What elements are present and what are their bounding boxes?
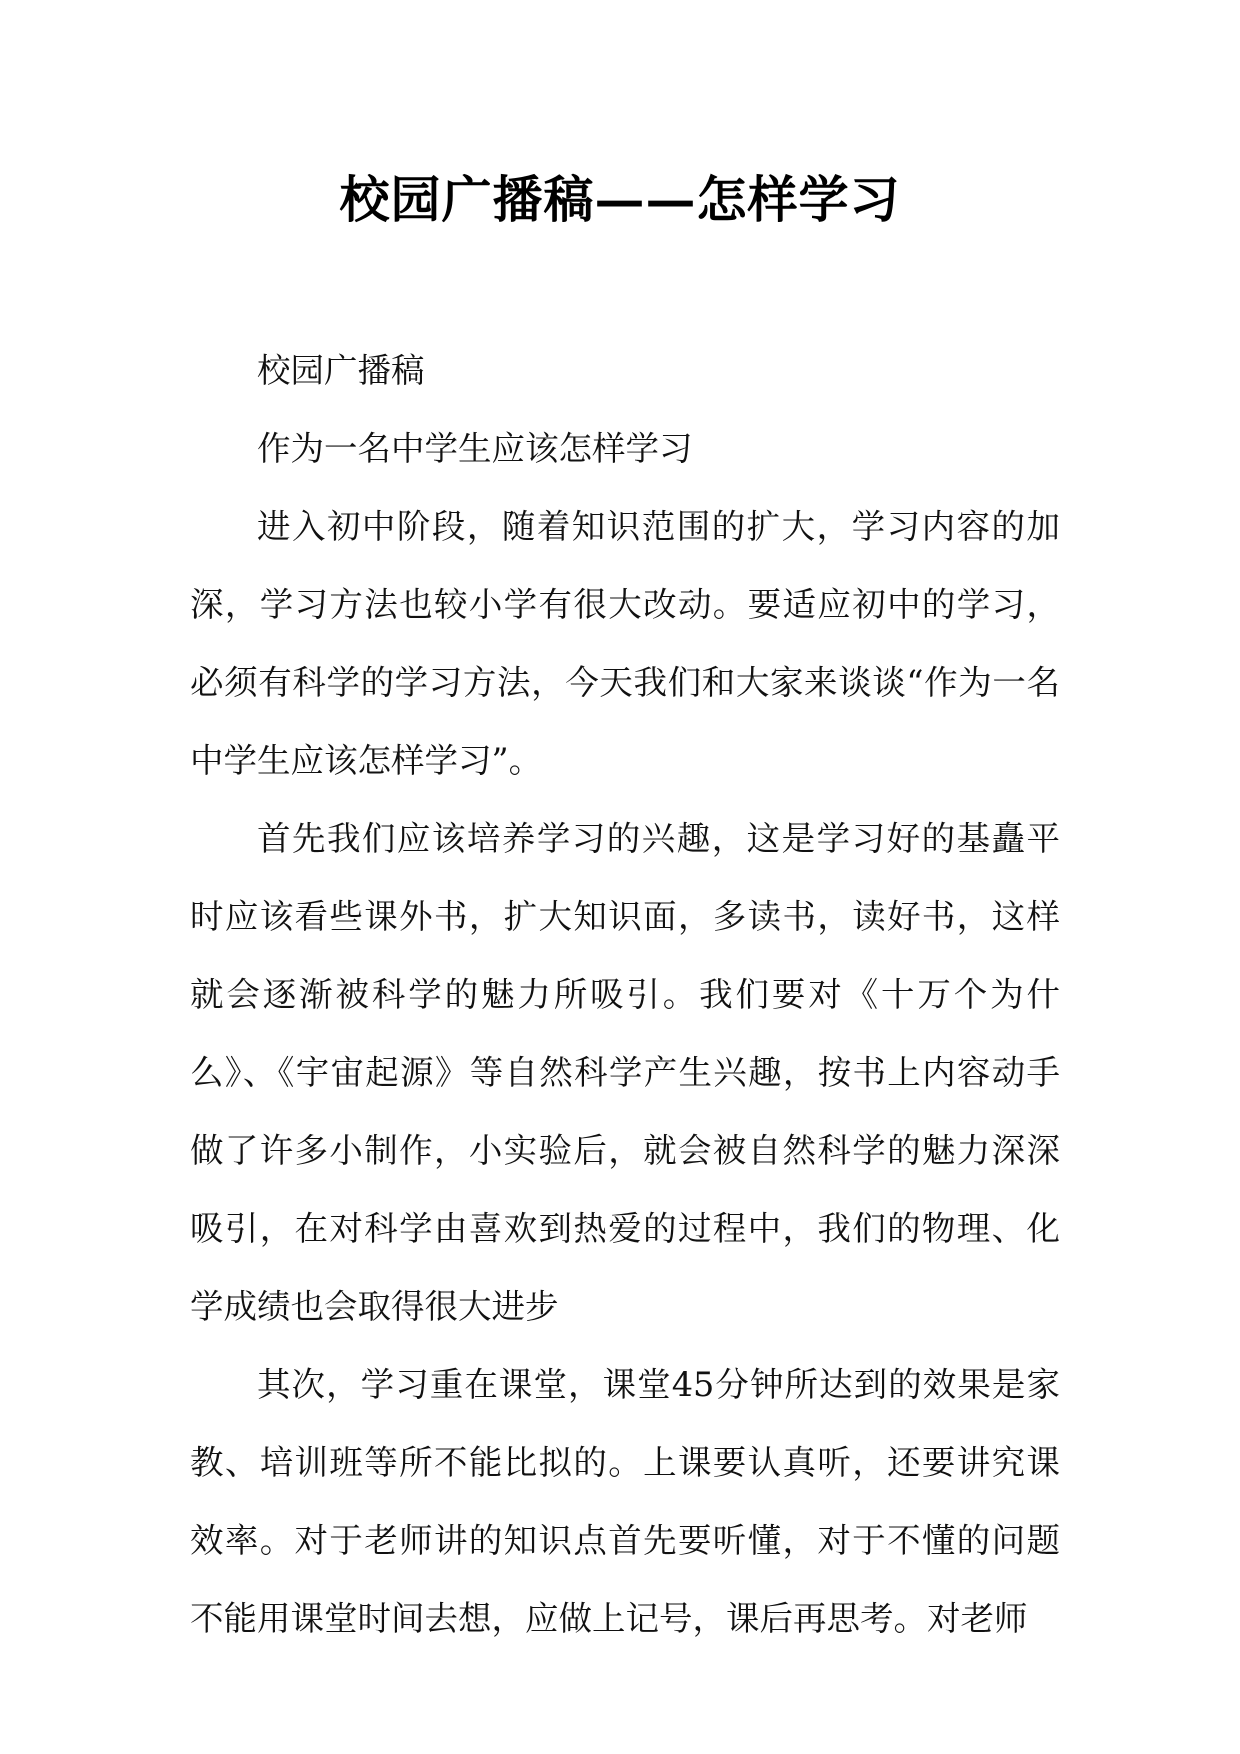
paragraph: 首先我们应该培养学习的兴趣，这是学习好的基矗平时应该看些课外书，扩大知识面，多读书，读好书，这样就会逐渐被科学的魅力所吸引。我们要对《十万个为什么》、《宇宙起源》等自然科学产生兴趣，按书上内容动手做了许多小制作，小实验后，就会被自然科学的魅力深深吸引，在对科学由喜欢到热爱的过程中，我们的物理、化学成绩也会取得很大进步 <box>190 819 1060 1326</box>
paragraph-subheading: 作为一名中学生应该怎样学习 <box>257 429 693 468</box>
document-body <box>190 332 1060 1658</box>
paragraph: 进入初中阶段，随着知识范围的扩大，学习内容的加深，学习方法也较小学有很大改动。要适应初中的学习，必须有科学的学习方法，今天我们和大家来谈谈“作为一名中学生应该怎样学习”。 <box>190 507 1060 780</box>
document-title: 校园广播稿——怎样学习 <box>339 170 901 229</box>
paragraph: 其次，学习重在课堂，课堂45分钟所达到的效果是家教、培训班等所不能比拟的。上课要认真听，还要讲究课效率。对于老师讲的知识点首先要听懂，对于不懂的问题不能用课堂时间去想，应做上记号，课后再思考。对老师 <box>190 1365 1060 1638</box>
paragraph-heading: 校园广播稿 <box>257 351 425 390</box>
